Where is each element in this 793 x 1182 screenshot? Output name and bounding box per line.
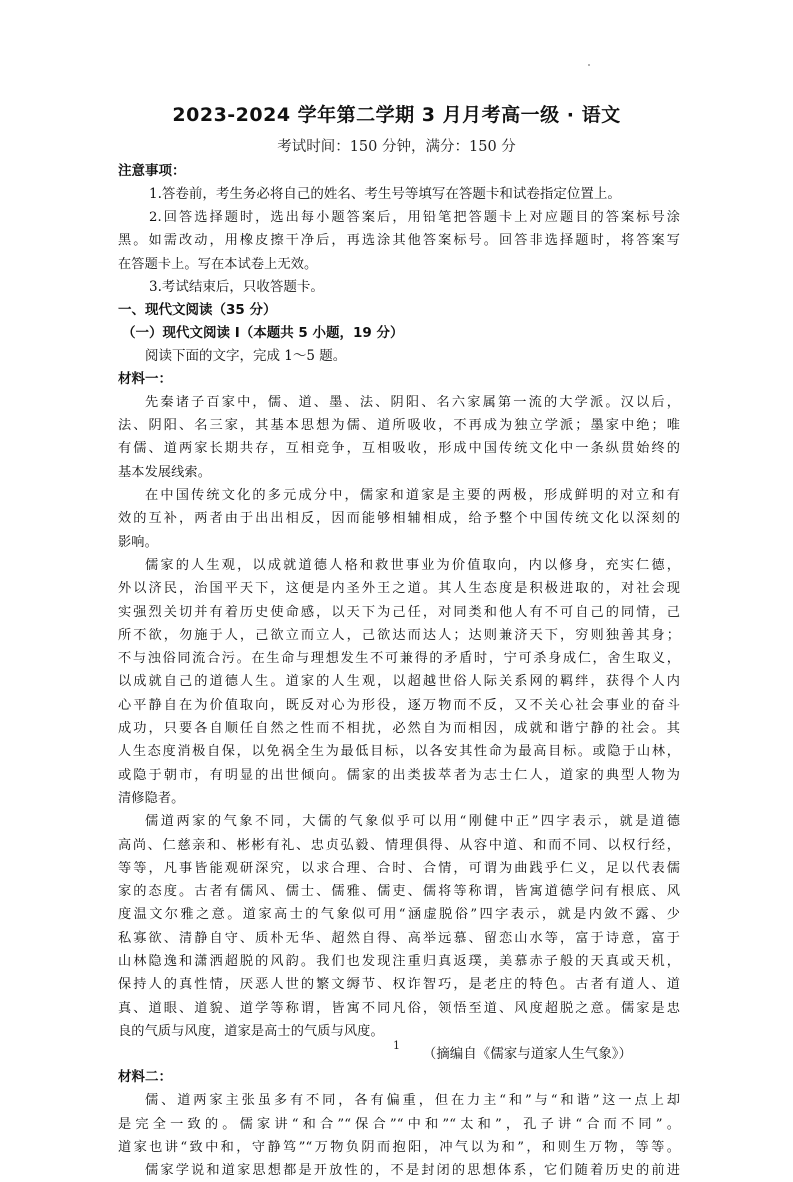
page-number: 1 xyxy=(393,1039,400,1052)
text-line: 在中国传统文化的多元成分中，儒家和道家是主要的两极，形成鲜明的对立和有 xyxy=(145,488,680,504)
text-line: 外以济民，治国平天下，这便是内圣外王之道。其人生态度是积极进取的，对社会现 xyxy=(118,581,680,597)
text-line: 道家也讲“致中和，守静笃”“万物负阴而抱阳，冲气以为和”，和则生万物，等等。 xyxy=(118,1139,680,1155)
material1-text xyxy=(118,391,680,1043)
notice-item: 3.考试结束后，只收答题卡。 xyxy=(149,278,324,295)
text-line: 以成就自己的道德人生。道家的人生观，以超越世俗人际关系网的羁绊，获得个人内 xyxy=(118,674,680,690)
text-line: 真、道眼、道貌、道学等称谓，皆寓不同凡俗，领悟至道、风度超脱之意。儒家是忠 xyxy=(118,1000,680,1016)
text-line: 儒家的人生观，以成就道德人格和救世事业为价值取向，内以修身，充实仁德， xyxy=(145,557,680,573)
notice-item: 黑。如需改动，用橡皮擦干净后，再选涂其他答案标号。回答非选择题时，将答案写 xyxy=(118,233,680,249)
text-line: 度温文尔雅之意。道家高士的气象似可用“涵虚脱俗”四字表示，就是内敛不露、少 xyxy=(118,907,680,923)
text-line: 实强烈关切并有着历史使命感，以天下为己任，对同类和他人有不可自己的同情，己 xyxy=(118,604,680,620)
material1-source: （摘编自《儒家与道家人生气象》） xyxy=(422,1046,632,1063)
text-line: 儒道两家的气象不同，大儒的气象似乎可以用“刚健中正”四字表示，就是道德 xyxy=(145,814,680,830)
text-line: 基本发展线索。 xyxy=(118,464,212,480)
text-line: 人生态度消极自保，以免祸全生为最低目标，以各安其性命为最高目标。或隐于山林， xyxy=(118,744,680,760)
scan-dot xyxy=(588,64,590,66)
text-line: 家的态度。古者有儒风、儒士、儒雅、儒吏、儒将等称谓，皆寓道德学问有根底、风 xyxy=(118,884,680,900)
exam-info: 考试时间：150 分钟，满分：150 分 xyxy=(277,139,516,155)
text-line: 儒家学说和道家思想都是开放性的，不是封闭的思想体系，它们随着历史的前进 xyxy=(145,1163,680,1179)
text-line: 高尚、仁慈亲和、彬彬有礼、忠贞弘毅、情理俱得、从容中道、和而不同、以权行经， xyxy=(118,837,680,853)
text-line: 良的气质与风度，道家是高士的气质与风度。 xyxy=(118,1023,384,1039)
exam-content xyxy=(118,160,680,1182)
page-title: 2023-2024 学年第二学期 3 月月考高一级 · 语文 xyxy=(172,104,621,126)
material2-text xyxy=(118,1089,680,1182)
text-line: 山林隐逸和潇洒超脱的风韵。我们也发现注重归真返璞，美慕赤子般的天真或天机， xyxy=(118,954,680,970)
text-line: 先秦诸子百家中，儒、道、墨、法、阴阳、名六家属第一流的大学派。汉以后， xyxy=(145,394,680,410)
notice-item: 在答题卡上。写在本试卷上无效。 xyxy=(118,256,318,272)
text-line: 保持人的真性情，厌恶人世的繁文缛节、权诈智巧，是老庄的特色。古者有道人、道 xyxy=(118,977,680,993)
text-line: 所不欲，勿施于人，己欲立而立人，己欲达而达人；达则兼济天下，穷则独善其身； xyxy=(118,627,680,643)
text-line: 等等，凡事皆能观研深究，以求合理、合时、合情，可谓为曲践乎仁义，足以代表儒 xyxy=(118,860,680,876)
text-line: 影响。 xyxy=(118,534,158,550)
text-line: 或隐于朝市，有明显的出世倾向。儒家的出类拔萃者为志士仁人，道家的典型人物为 xyxy=(118,767,680,783)
notice-item: 1.答卷前，考生务必将自己的姓名、考生号等填写在答题卡和试卷指定位置上。 xyxy=(149,186,621,202)
text-line: 不与浊俗同流合污。在生命与理想发生不可兼得的矛盾时，宁可杀身成仁，舍生取义， xyxy=(118,651,680,667)
text-line: 是完全一致的。儒家讲“和合”“保合”“中和”“太和”，孔子讲“合而不同”。 xyxy=(118,1116,680,1132)
subsection-heading: （一）现代文阅读 Ⅰ（本题共 5 小题，19 分） xyxy=(122,324,404,341)
text-line: 清修隐者。 xyxy=(118,790,185,806)
reading-instruction: 阅读下面的文字，完成 1～5 题。 xyxy=(145,347,347,364)
material-label: 材料一： xyxy=(118,370,172,387)
text-line: 心平静自在为价值取向，既反对心为形役，逐万物而不反，又不关心社会事业的奋斗 xyxy=(118,697,680,713)
notice-item: 2.回答选择题时，选出每小题答案后，用铅笔把答题卡上对应题目的答案标号涂 xyxy=(149,210,680,225)
section-heading: 一、现代文阅读（35 分） xyxy=(118,301,277,318)
text-line: 儒、道两家主张虽多有不同，各有偏重，但在力主“和”与“和谐”这一点上却 xyxy=(145,1093,680,1109)
text-line: 法、阴阳、名三家，其基本思想为儒、道所吸收，不再成为独立学派；墨家中绝；唯 xyxy=(118,418,680,434)
text-line: 私寡欲、清静自守、质朴无华、超然自得、高举远慕、留恋山水等，富于诗意，富于 xyxy=(118,930,680,946)
text-line: 有儒、道两家长期共存，互相竞争，互相吸收，形成中国传统文化中一条纵贯始终的 xyxy=(118,441,680,457)
material-label: 材料二： xyxy=(118,1069,172,1086)
text-line: 成功，只要各自顺任自然之性而不相扰，必然自为而相因，成就和谐宁静的社会。其 xyxy=(118,721,680,737)
notice-heading: 注意事项： xyxy=(118,163,186,179)
text-line: 效的互补，两者由于出出相反，因而能够相辅相成，给予整个中国传统文化以深刻的 xyxy=(118,511,680,527)
